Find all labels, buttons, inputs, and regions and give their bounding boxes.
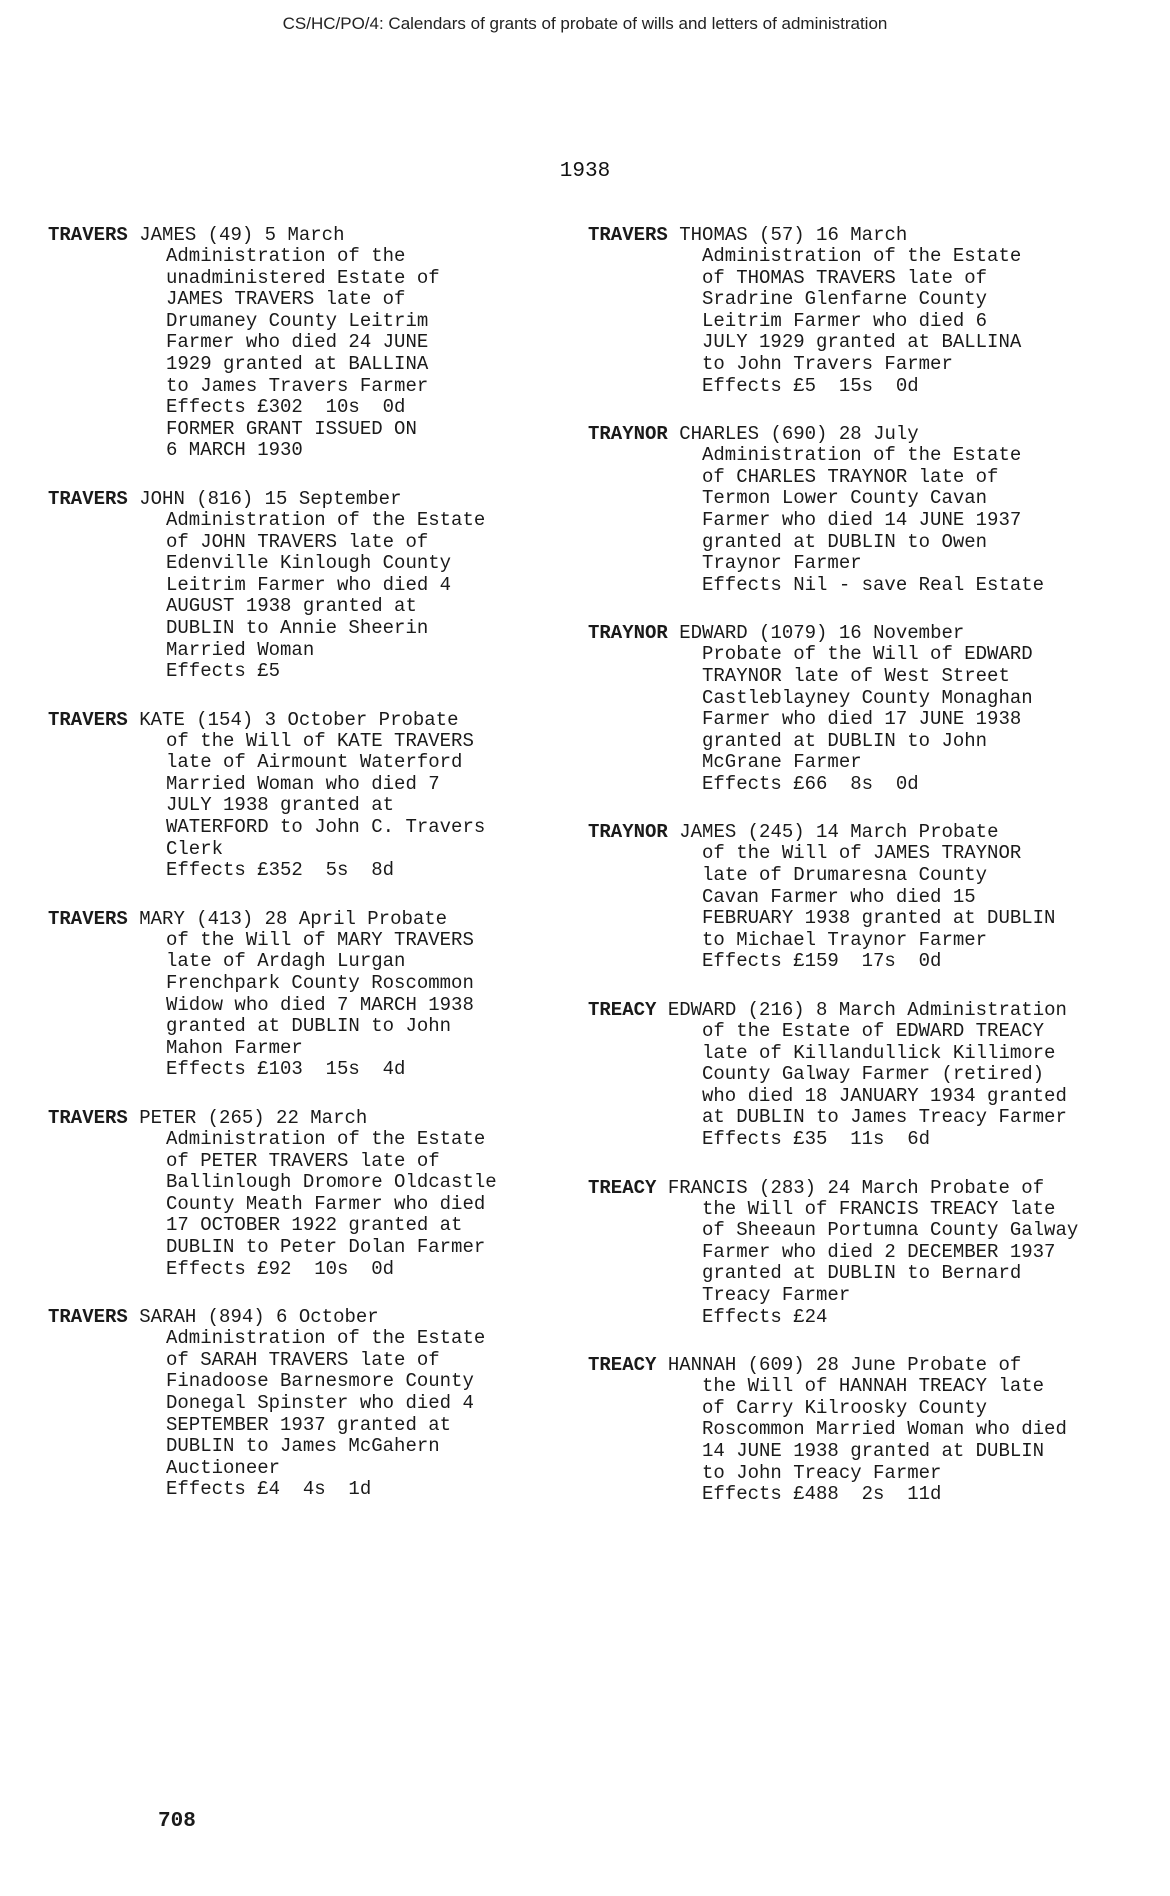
entry-heading <box>48 1107 568 1129</box>
entry-body: Administration of the Estate of PETER TRAVERS late of Ballinlough Dromore Oldcastle County Meath Farmer who died 17 OCTOBER 1922 granted at DUBLIN to Peter Dolan Farmer Effects £92 10s 0d <box>166 1128 497 1280</box>
page-number: 708 <box>158 1810 196 1833</box>
entry-body: Administration of the Estate of SARAH TRAVERS late of Finadoose Barnesmore County Donegal Spinster who died 4 SEPTEMBER 1937 granted at DUBLIN to James McGahern Auctioneer Effects £4 4s 1d <box>166 1327 486 1501</box>
entry-body: of the Estate of EDWARD TREACY late of Killandullick Killimore County Galway Farmer (retired) who died 18 JANUARY 1934 granted at DUBLIN to James Treacy Farmer Effects £35 11s 6d <box>702 1020 1067 1150</box>
left-column <box>48 224 568 1527</box>
calendar-year: 1938 <box>559 160 611 183</box>
probate-entry <box>48 709 568 882</box>
probate-entry <box>588 423 1148 596</box>
entry-heading-details: PETER (265) 22 March <box>139 1107 368 1129</box>
entry-heading-details: CHARLES (690) 28 July <box>679 423 919 446</box>
probate-entry <box>588 622 1148 795</box>
entry-heading <box>588 622 1148 644</box>
entry-heading <box>588 999 1148 1021</box>
entry-heading <box>48 224 568 246</box>
entry-surname: TREACY <box>588 1354 657 1377</box>
entry-heading-details: THOMAS (57) 16 March <box>679 224 908 246</box>
entry-surname: TRAVERS <box>48 1306 128 1329</box>
entry-heading <box>588 821 1148 843</box>
entry-heading <box>48 709 568 731</box>
probate-entry <box>48 488 568 683</box>
entry-heading-details: HANNAH (609) 28 June Probate of <box>667 1354 1022 1377</box>
entry-surname: TRAVERS <box>48 224 128 246</box>
entry-heading-details: JAMES (245) 14 March Probate <box>679 821 999 844</box>
entry-heading-details: JAMES (49) 5 March <box>139 224 345 246</box>
document-header: CS/HC/PO/4: Calendars of grants of probate of wills and letters of administration <box>282 14 888 33</box>
entry-heading-details: EDWARD (1079) 16 November <box>679 622 965 645</box>
entry-body: the Will of FRANCIS TREACY late of Sheeaun Portumna County Galway Farmer who died 2 DECEMBER 1937 granted at DUBLIN to Bernard Treacy Farmer Effects £24 <box>702 1197 1079 1328</box>
entry-heading-details: KATE (154) 3 October Probate <box>139 708 459 731</box>
probate-entry <box>48 224 568 462</box>
entry-body: the Will of HANNAH TREACY late of Carry Kilroosky County Roscommon Married Woman who died 14 JUNE 1938 granted at DUBLIN to John Treacy Farmer Effects £488 2s 11d <box>702 1375 1067 1506</box>
entry-heading <box>588 224 1148 246</box>
entry-body: of the Will of JAMES TRAYNOR late of Drumaresna County Cavan Farmer who died 15 FEBRUARY 1938 granted at DUBLIN to Michael Traynor Farmer Effects £159 17s 0d <box>702 842 1056 973</box>
entry-surname: TRAVERS <box>48 1107 128 1129</box>
entry-surname: TRAYNOR <box>588 821 668 844</box>
entry-surname: TRAVERS <box>588 224 668 246</box>
probate-entry <box>48 1306 568 1501</box>
entry-body: Administration of the Estate of THOMAS TRAVERS late of Sradrine Glenfarne County Leitrim Farmer who died 6 JULY 1929 granted at BALLINA to John Travers Farmer Effects £5 15s 0d <box>702 245 1022 397</box>
entry-surname: TRAVERS <box>48 907 128 930</box>
entry-heading-details: SARAH (894) 6 October <box>139 1306 379 1329</box>
entry-body: of the Will of KATE TRAVERS late of Airmount Waterford Married Woman who died 7 JULY 1938 granted at WATERFORD to John C. Travers Clerk Effects £352 5s 8d <box>166 729 486 882</box>
entry-heading-details: FRANCIS (283) 24 March Probate of <box>667 1176 1045 1199</box>
entry-heading <box>48 488 568 510</box>
probate-entry <box>48 1107 568 1280</box>
entry-heading-details: MARY (413) 28 April Probate <box>139 907 448 930</box>
entry-heading <box>588 1177 1148 1199</box>
entry-body: Administration of the unadministered Estate of JAMES TRAVERS late of Drumaney County Leitrim Farmer who died 24 JUNE 1929 granted at BALLINA to James Travers Farmer Effects £302 10s 0d FORMER GRANT ISSUED ON 6 MARCH 1930 <box>166 245 440 462</box>
entry-body: Probate of the Will of EDWARD TRAYNOR late of West Street Castleblayney County Monaghan Farmer who died 17 JUNE 1938 granted at DUBLIN to John McGrane Farmer Effects £66 8s 0d <box>702 643 1033 795</box>
probate-entry <box>588 1354 1148 1506</box>
entry-surname: TREACY <box>588 1176 657 1199</box>
probate-entry <box>588 999 1148 1151</box>
entry-body: Administration of the Estate of JOHN TRAVERS late of Edenville Kinlough County Leitrim Farmer who died 4 AUGUST 1938 granted at DUBLIN to Annie Sheerin Married Woman Effects £5 <box>166 508 486 683</box>
probate-entry <box>48 908 568 1081</box>
entry-surname: TRAVERS <box>48 708 128 731</box>
entry-body: Administration of the Estate of CHARLES TRAYNOR late of Termon Lower County Cavan Farmer who died 14 JUNE 1937 granted at DUBLIN to Owen Traynor Farmer Effects Nil - save Real Estate <box>702 444 1045 596</box>
probate-entry <box>588 224 1148 397</box>
entry-surname: TRAYNOR <box>588 423 668 446</box>
entry-surname: TRAYNOR <box>588 622 668 645</box>
entry-heading <box>48 908 568 930</box>
entry-surname: TREACY <box>588 999 657 1022</box>
right-column <box>588 224 1148 1532</box>
entry-heading <box>48 1306 568 1328</box>
entry-heading <box>588 423 1148 445</box>
entry-heading <box>588 1354 1148 1376</box>
entry-surname: TRAVERS <box>48 487 128 510</box>
entry-heading-details: EDWARD (216) 8 March Administration <box>667 999 1067 1022</box>
probate-entry <box>588 1177 1148 1329</box>
probate-entry <box>588 821 1148 973</box>
entry-body: of the Will of MARY TRAVERS late of Ardagh Lurgan Frenchpark County Roscommon Widow who died 7 MARCH 1938 granted at DUBLIN to John Mahon Farmer Effects £103 15s 4d <box>166 928 474 1081</box>
entry-heading-details: JOHN (816) 15 September <box>139 487 402 510</box>
